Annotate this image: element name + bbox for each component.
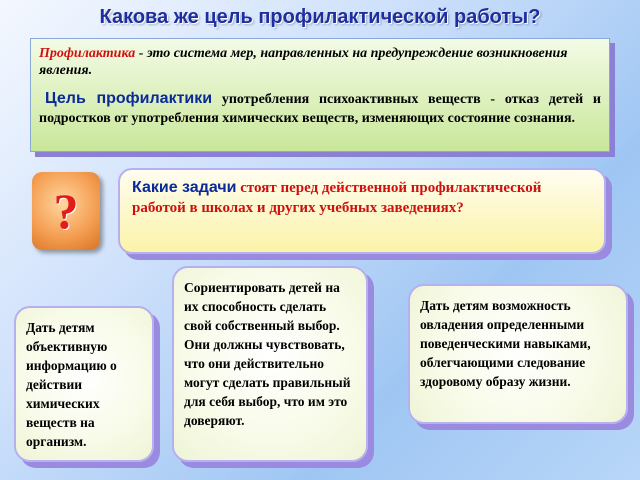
definition-rest: - это система мер, направленных на предупреждение возникновения явления. <box>39 46 568 78</box>
task-card-skills <box>408 284 628 424</box>
slide-title: Какова же цель профилактической работы? <box>99 6 541 28</box>
task-card-choice <box>172 266 368 462</box>
question-mark-icon: ? <box>53 183 79 239</box>
tasks-question-text: стоят перед действенной профилактической работой в школах и других учебных заведениях? <box>132 180 542 216</box>
definition-box <box>30 38 610 152</box>
definition-text <box>39 45 601 79</box>
task-card-text: Дать детям объективную информацию о действии химических веществ на организм. <box>26 320 117 449</box>
goal-description: употребления психоактивных веществ - отказ детей и подростков от употребления химических веществ, изменяющих состояние сознания. <box>39 92 601 126</box>
goal-text <box>39 89 601 128</box>
task-card-text: Дать детям возможность овладения определенными поведенческими навыками, облегчающими следование здоровому образу жизни. <box>420 298 591 389</box>
goal-heading: Цель профилактики <box>45 90 213 107</box>
definition-term: Профилактика <box>39 46 136 61</box>
task-card-information <box>14 306 154 462</box>
task-card-text: Сориентировать детей на их способность сделать свой собственный выбор. Они должны чувствовать, что они действительно могут сделать правильный для себя выбор, что им это доверяют. <box>184 280 351 428</box>
tasks-question-box <box>118 168 606 254</box>
tasks-heading: Какие задачи <box>132 179 237 196</box>
question-badge <box>32 172 100 250</box>
